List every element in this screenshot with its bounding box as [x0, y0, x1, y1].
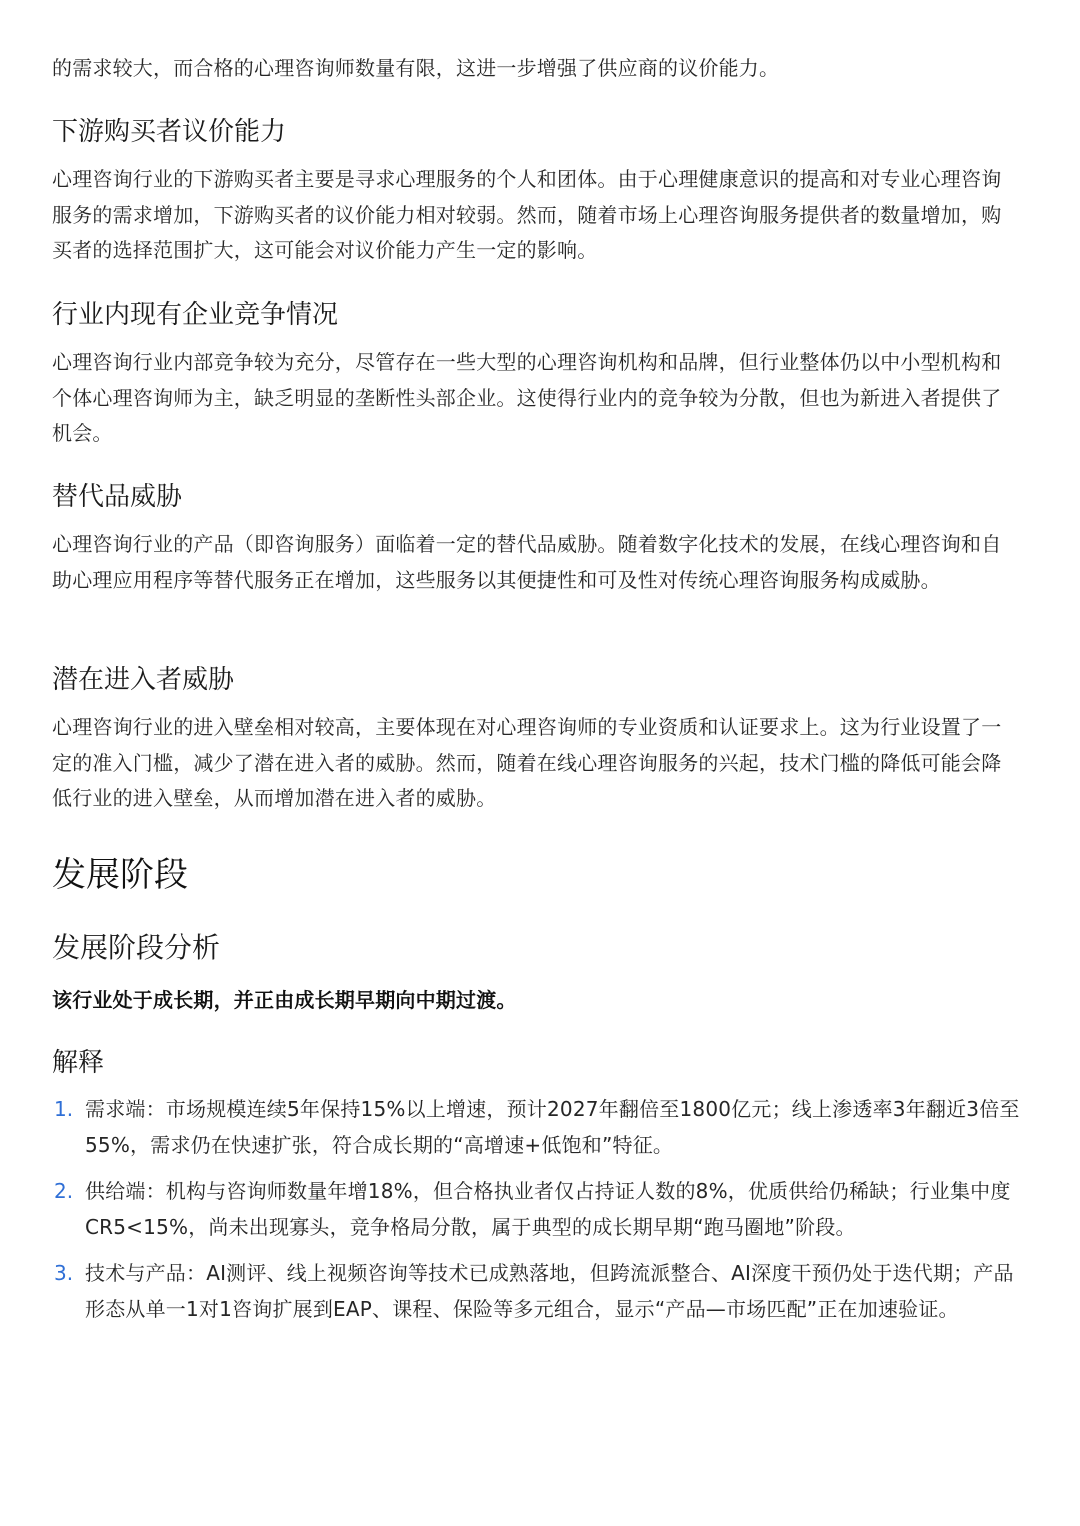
list-number: 1.: [54, 1097, 74, 1121]
section-heading: 潜在进入者威胁: [52, 665, 235, 695]
explain-heading: 解释: [52, 1048, 105, 1078]
list-item-text: 供给端：机构与咨询师数量年增18%，但合格执业者仅占持证人数的8%，优质供给仍稀缺；行业集中度CR5<15%，尚未出现寡头，竞争格局分散，属于典型的成长期早期“跑马圈地”阶段。: [85, 1179, 1011, 1239]
list-item-text: 技术与产品：AI测评、线上视频咨询等技术已成熟落地，但跨流派整合、AI深度干预仍处于迭代期；产品形态从单一1对1咨询扩展到EAP、课程、保险等多元组合，显示“产品—市场匹配”正在加速验证。: [85, 1261, 1014, 1321]
intro-paragraph: 的需求较大，而合格的心理咨询师数量有限，这进一步增强了供应商的议价能力。: [52, 56, 780, 80]
development-conclusion: 该行业处于成长期，并正由成长期早期向中期过渡。: [52, 988, 517, 1012]
list-item: [52, 1256, 1027, 1327]
section-new-entrants: [52, 662, 1012, 817]
section-downstream-buyers: [52, 114, 1012, 269]
list-number: 3.: [54, 1261, 74, 1285]
development-analysis-heading: 发展阶段分析: [52, 931, 221, 964]
section-heading: 替代品威胁: [52, 482, 183, 512]
section-industry-competition: [52, 297, 1012, 452]
list-item-text: 需求端：市场规模连续5年保持15%以上增速，预计2027年翻倍至1800亿元；线上渗透率3年翻近3倍至55%，需求仍在快速扩张，符合成长期的“高增速+低饱和”特征。: [85, 1097, 1020, 1157]
list-number: 2.: [54, 1179, 74, 1203]
section-body: 心理咨询行业的进入壁垒相对较高，主要体现在对心理咨询师的专业资质和认证要求上。这为行业设置了一定的准入门槛，减少了潜在进入者的威胁。然而，随着在线心理咨询服务的兴起，技术门槛的降低可能会降低行业的进入壁垒，从而增加潜在进入者的威胁。: [52, 715, 1002, 810]
section-substitutes: [52, 479, 1012, 598]
section-heading: 下游购买者议价能力: [52, 117, 287, 147]
section-body: 心理咨询行业的下游购买者主要是寻求心理服务的个人和团体。由于心理健康意识的提高和对专业心理咨询服务的需求增加，下游购买者的议价能力相对较弱。然而，随着市场上心理咨询服务提供者的数量增加，购买者的选择范围扩大，这可能会对议价能力产生一定的影响。: [52, 167, 1002, 262]
explain-list: [52, 1092, 1027, 1338]
development-title: 发展阶段: [52, 855, 188, 895]
section-heading: 行业内现有企业竞争情况: [52, 300, 339, 330]
section-body: 心理咨询行业内部竞争较为充分，尽管存在一些大型的心理咨询机构和品牌，但行业整体仍以中小型机构和个体心理咨询师为主，缺乏明显的垄断性头部企业。这使得行业内的竞争较为分散，但也为新进入者提供了机会。: [52, 350, 1002, 445]
list-item: [52, 1092, 1027, 1163]
section-body: 心理咨询行业的产品（即咨询服务）面临着一定的替代品威胁。随着数字化技术的发展，在线心理咨询和自助心理应用程序等替代服务正在增加，这些服务以其便捷性和可及性对传统心理咨询服务构成威胁。: [52, 532, 1002, 592]
list-item: [52, 1174, 1027, 1245]
